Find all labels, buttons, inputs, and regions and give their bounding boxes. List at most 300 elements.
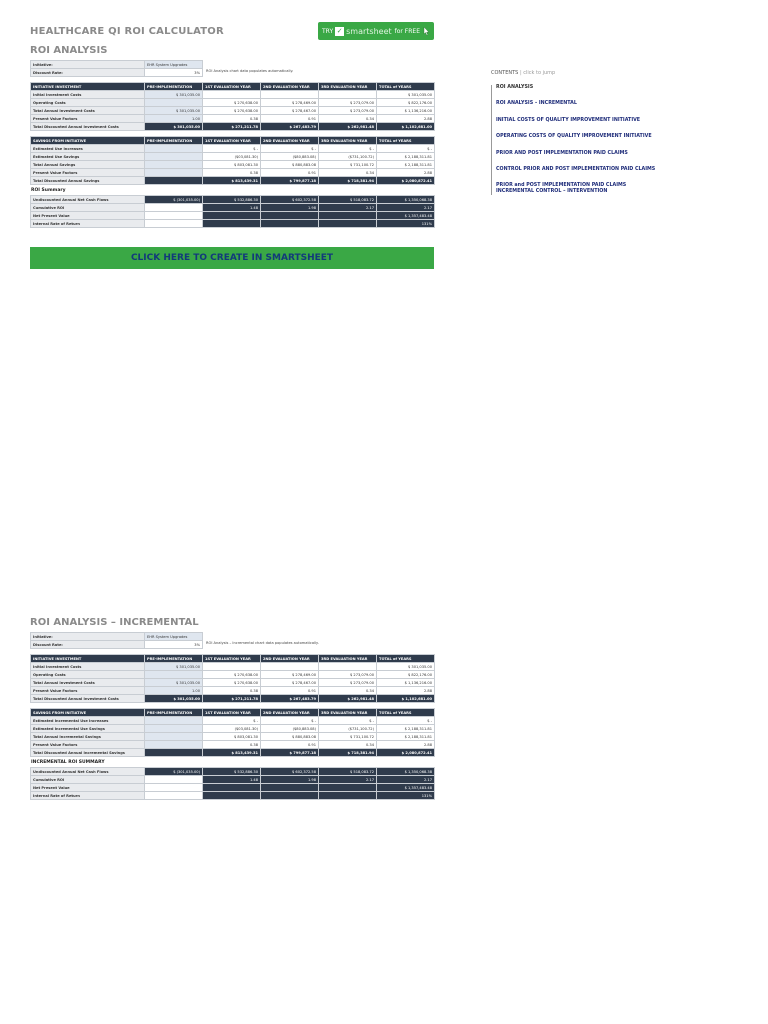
cell-value: $ -: [311, 146, 316, 151]
column-header: PRE-IMPLEMENTATION: [145, 137, 203, 145]
toc-link-roi-analysis[interactable]: ROI ANALYSIS: [496, 85, 534, 90]
value-cell: [203, 145, 261, 153]
cell-value: $ 2,080,872.41: [401, 750, 432, 755]
value-cell: [203, 115, 261, 123]
value-cell: [203, 784, 261, 792]
value-cell: [319, 717, 377, 725]
cell-value: $ 518,083.72: [349, 769, 374, 774]
create-in-smartsheet-button[interactable]: CLICK HERE TO CREATE IN SMARTSHEET: [30, 247, 434, 269]
value-cell: [319, 161, 377, 169]
cell-value: 2.88: [423, 170, 432, 175]
cell-value: ($80,883.08): [292, 726, 316, 731]
value-cell: [203, 196, 261, 204]
settings-table: [30, 632, 203, 649]
value-cell: [377, 204, 435, 212]
value-cell: [377, 177, 435, 185]
cell-value: 1.00: [191, 116, 200, 121]
row-label: Estimated Use Savings: [31, 153, 145, 161]
value-cell: [203, 212, 261, 220]
value-cell: [319, 115, 377, 123]
value-cell: [203, 717, 261, 725]
value-cell: [145, 695, 203, 703]
toc-title: CONTENTS: [491, 70, 519, 76]
column-header: SAVINGS FROM INITIATIVE: [31, 137, 145, 145]
cell-value: $ 278,467.00: [291, 108, 316, 113]
cell-value: $ 273,079.00: [349, 100, 374, 105]
table-total-row: [31, 749, 435, 757]
cell-value: 131%: [421, 793, 432, 798]
value-cell: [145, 717, 203, 725]
cell-value: $ 532,886.30: [233, 197, 258, 202]
row-label: Net Present Value: [31, 212, 145, 220]
cell-value: 0.38: [249, 688, 258, 693]
cell-value: $ 2,188,311.81: [404, 726, 432, 731]
section-title-roi-analysis: ROI ANALYSIS: [30, 45, 108, 56]
toc-heading: [491, 70, 731, 76]
table-row: [31, 784, 435, 792]
value-cell: [261, 91, 319, 99]
cell-value: ($731,100.72): [348, 726, 374, 731]
summary-table: [30, 767, 435, 800]
value-cell: [377, 663, 435, 671]
value-cell: [377, 212, 435, 220]
value-cell: [261, 99, 319, 107]
cell-value: $ 2,080,872.41: [401, 178, 432, 183]
row-label: Present Value Factors: [31, 115, 145, 123]
value-cell: [377, 671, 435, 679]
value-cell: [377, 695, 435, 703]
try-smartsheet-banner[interactable]: [318, 22, 434, 40]
value-cell: [377, 107, 435, 115]
table-row: [31, 717, 435, 725]
value-cell: [203, 741, 261, 749]
column-header: 1ST EVALUATION YEAR: [203, 137, 261, 145]
row-label: Net Present Value: [31, 784, 145, 792]
value-cell: [377, 145, 435, 153]
investment-table: [30, 654, 435, 703]
value-cell: [261, 776, 319, 784]
column-header: 1ST EVALUATION YEAR: [203, 655, 261, 663]
row-label: Undiscounted Annual Net Cash Flows: [31, 768, 145, 776]
column-header: 1ST EVALUATION YEAR: [203, 709, 261, 717]
cell-value: 0.38: [249, 116, 258, 121]
cell-value: 0.34: [365, 688, 374, 693]
value-cell: [377, 91, 435, 99]
cell-value: $ 1,350,068.38: [404, 197, 432, 202]
cell-value: $ -: [427, 718, 432, 723]
cell-value: 0.91: [307, 170, 316, 175]
cell-value: $ 301,035.00: [175, 92, 200, 97]
row-label: Total Discounted Annual Incremental Savings: [31, 749, 145, 757]
value-cell: [261, 663, 319, 671]
value-cell: [145, 107, 203, 115]
cell-value: 0.91: [307, 116, 316, 121]
cell-value: 2.17: [365, 205, 374, 210]
cell-value: $ 271,211.78: [231, 696, 258, 701]
cell-value: $ 532,886.30: [233, 769, 258, 774]
value-cell: [261, 204, 319, 212]
value-cell: [261, 212, 319, 220]
value-cell: [145, 177, 203, 185]
cell-value: $ -: [427, 146, 432, 151]
column-header: 2ND EVALUATION YEAR: [261, 83, 319, 91]
value-cell: [319, 91, 377, 99]
row-label: Total Annual Incremental Savings: [31, 733, 145, 741]
row-label: Total Discounted Annual Investment Costs: [31, 695, 145, 703]
row-label: Total Discounted Annual Savings: [31, 177, 145, 185]
value-cell: [319, 671, 377, 679]
value-cell: [319, 733, 377, 741]
value-cell: [319, 679, 377, 687]
table-row: [31, 663, 435, 671]
cell-value: $ 799,877.18: [289, 750, 316, 755]
initiative-input[interactable]: EHR System Upgrades: [145, 633, 203, 641]
toc-link-roi-incremental[interactable]: ROI ANALYSIS – INCREMENTAL: [496, 101, 577, 107]
cell-value: $ 718,381.94: [347, 178, 374, 183]
value-cell: [319, 169, 377, 177]
table-row: [31, 792, 435, 800]
cell-value: 2.88: [423, 688, 432, 693]
value-cell: [203, 695, 261, 703]
value-cell: [261, 749, 319, 757]
cell-value: $ 278,467.00: [291, 680, 316, 685]
table-row: [31, 741, 435, 749]
cell-value: $ 301,035.00: [407, 664, 432, 669]
cell-value: $ 1,357,483.48: [404, 785, 432, 790]
discount-rate-label: Discount Rate:: [31, 69, 145, 77]
cell-value: $ 301,035.00: [407, 92, 432, 97]
value-cell: [145, 212, 203, 220]
cell-value: $ 731,100.72: [349, 162, 374, 167]
table-total-row: [31, 177, 435, 185]
summary-title: INCREMENTAL ROI SUMMARY: [31, 760, 105, 765]
cell-value: $ 602,372.58: [291, 769, 316, 774]
value-cell: [319, 768, 377, 776]
row-label: Present Value Factors: [31, 169, 145, 177]
value-cell: [203, 671, 261, 679]
table-row: [31, 153, 435, 161]
table-row: [31, 212, 435, 220]
row-label: Total Annual Investment Costs: [31, 679, 145, 687]
value-cell: [261, 792, 319, 800]
column-header: INITIATIVE INVESTMENT: [31, 83, 145, 91]
value-cell: [319, 153, 377, 161]
value-cell: [377, 687, 435, 695]
cell-value: 2.17: [423, 777, 432, 782]
cell-value: $ 822,176.00: [407, 100, 432, 105]
value-cell: [145, 741, 203, 749]
cell-value: 2.88: [423, 742, 432, 747]
settings-row: [30, 632, 434, 649]
row-label: Total Annual Savings: [31, 161, 145, 169]
row-label: Estimated Incremental Use Increases: [31, 717, 145, 725]
value-cell: [203, 91, 261, 99]
column-header: SAVINGS FROM INITIATIVE: [31, 709, 145, 717]
table-row: [31, 671, 435, 679]
value-cell: [319, 725, 377, 733]
value-cell: [377, 679, 435, 687]
value-cell: [261, 169, 319, 177]
cell-value: $ 301,035.00: [173, 696, 200, 701]
column-header: TOTAL of YEARS: [377, 709, 435, 717]
value-cell: [377, 741, 435, 749]
savings-table: [30, 708, 435, 757]
value-cell: [319, 107, 377, 115]
table-row: [31, 91, 435, 99]
cell-value: $ 271,211.78: [231, 124, 258, 129]
value-cell: [377, 169, 435, 177]
value-cell: [319, 741, 377, 749]
value-cell: [319, 123, 377, 131]
value-cell: [377, 153, 435, 161]
value-cell: [319, 784, 377, 792]
initiative-label: Initiative:: [31, 61, 145, 69]
cell-value: $ 1,136,216.00: [404, 680, 432, 685]
cell-value: 0.34: [365, 170, 374, 175]
value-cell: [377, 733, 435, 741]
value-cell: [319, 695, 377, 703]
table-row: [31, 725, 435, 733]
auto-populate-note: ROI Analysis chart data populates automatically.: [206, 69, 294, 73]
table-row: [31, 220, 435, 228]
value-cell: [203, 733, 261, 741]
value-cell: [203, 749, 261, 757]
cell-value: $ -: [311, 718, 316, 723]
value-cell: [203, 768, 261, 776]
cell-value: $ 880,883.08: [291, 162, 316, 167]
cell-value: $ 1,102,681.00: [401, 124, 432, 129]
cell-value: ($731,100.72): [348, 154, 374, 159]
table-header-row: [31, 83, 435, 91]
cell-value: $ 301,035.00: [175, 680, 200, 685]
toc-link-control-paid-claims[interactable]: CONTROL PRIOR AND POST IMPLEMENTATION PAID CLAIMS: [496, 166, 656, 172]
value-cell: [203, 123, 261, 131]
value-cell: [145, 169, 203, 177]
cell-value: 2.17: [423, 205, 432, 210]
value-cell: [203, 153, 261, 161]
value-cell: [203, 177, 261, 185]
cell-value: $ 803,081.30: [233, 162, 258, 167]
initiative-input[interactable]: EHR System Upgrades: [145, 61, 203, 69]
free-label: for FREE: [394, 27, 420, 35]
cell-value: 0.34: [365, 742, 374, 747]
value-cell: [377, 123, 435, 131]
value-cell: [261, 717, 319, 725]
value-cell: [203, 679, 261, 687]
value-cell: [319, 204, 377, 212]
discount-rate-label: Discount Rate:: [31, 641, 145, 649]
table-total-row: [31, 123, 435, 131]
cell-value: $ 2,188,311.81: [404, 154, 432, 159]
cell-value: $ 799,877.18: [289, 178, 316, 183]
column-header: 3RD EVALUATION YEAR: [319, 709, 377, 717]
cell-value: $ 273,079.00: [349, 108, 374, 113]
row-label: Operating Costs: [31, 671, 145, 679]
pointer-cursor-icon: [423, 27, 430, 36]
value-cell: [261, 768, 319, 776]
cell-value: $ 1,350,068.38: [404, 769, 432, 774]
table-row: [31, 204, 435, 212]
value-cell: [145, 220, 203, 228]
value-cell: [261, 177, 319, 185]
row-label: Total Annual Investment Costs: [31, 107, 145, 115]
column-header: INITIATIVE INVESTMENT: [31, 655, 145, 663]
value-cell: [377, 725, 435, 733]
cell-value: $ 262,981.48: [347, 124, 374, 129]
cell-value: 1.48: [249, 205, 258, 210]
table-header-row: [31, 709, 435, 717]
value-cell: [145, 792, 203, 800]
value-cell: [145, 115, 203, 123]
row-label: Operating Costs: [31, 99, 145, 107]
cell-value: $ -: [253, 718, 258, 723]
value-cell: [203, 792, 261, 800]
row-label: Initial Investment Costs: [31, 663, 145, 671]
cell-value: $ 267,483.79: [289, 124, 316, 129]
table-row: [31, 145, 435, 153]
value-cell: [145, 145, 203, 153]
checkmark-icon: ✓: [336, 26, 343, 35]
table-row: [31, 196, 435, 204]
column-header: TOTAL of YEARS: [377, 83, 435, 91]
cell-value: $ 1,357,483.48: [404, 213, 432, 218]
value-cell: [377, 784, 435, 792]
table-of-contents: [491, 70, 731, 195]
toc-link-paid-claims[interactable]: PRIOR AND POST IMPLEMENTATION PAID CLAIMS: [496, 150, 628, 156]
table-row: [31, 169, 435, 177]
value-cell: [377, 776, 435, 784]
cell-value: $ 602,372.58: [291, 197, 316, 202]
value-cell: [145, 776, 203, 784]
value-cell: [203, 169, 261, 177]
cell-value: $ 278,469.00: [291, 672, 316, 677]
value-cell: [261, 741, 319, 749]
value-cell: [145, 123, 203, 131]
discount-rate-input[interactable]: 3%: [145, 641, 203, 649]
value-cell: [377, 717, 435, 725]
table-row: [31, 776, 435, 784]
table-row: [31, 687, 435, 695]
table-row: [31, 99, 435, 107]
cell-value: $ 822,176.00: [407, 672, 432, 677]
toc-subtitle: | click to jump: [519, 70, 556, 76]
value-cell: [261, 161, 319, 169]
toc-link-initial-costs[interactable]: INITIAL COSTS OF QUALITY IMPROVEMENT INITIATIVE: [496, 117, 641, 123]
cell-value: $ -: [369, 718, 374, 723]
value-cell: [319, 687, 377, 695]
value-cell: [145, 749, 203, 757]
value-cell: [203, 663, 261, 671]
row-label: Internal Rate of Return: [31, 220, 145, 228]
value-cell: [319, 776, 377, 784]
value-cell: [319, 792, 377, 800]
cell-value: 0.38: [249, 742, 258, 747]
value-cell: [261, 725, 319, 733]
value-cell: [145, 671, 203, 679]
cell-value: $ 270,638.00: [233, 108, 258, 113]
value-cell: [261, 123, 319, 131]
value-cell: [145, 153, 203, 161]
value-cell: [261, 145, 319, 153]
value-cell: [145, 196, 203, 204]
cell-value: $ 262,981.48: [347, 696, 374, 701]
toc-link-operating-costs[interactable]: OPERATING COSTS OF QUALITY IMPROVEMENT INITIATIVE: [496, 134, 652, 140]
investment-table: [30, 82, 435, 131]
table-row: [31, 679, 435, 687]
auto-populate-note: ROI Analysis – Incremental chart data populates automatically.: [206, 641, 319, 645]
cell-value: $ 1,136,216.00: [404, 108, 432, 113]
value-cell: [203, 776, 261, 784]
value-cell: [319, 99, 377, 107]
table-header-row: [31, 137, 435, 145]
column-header: 3RD EVALUATION YEAR: [319, 83, 377, 91]
cell-value: 1.98: [307, 205, 316, 210]
summary-table: [30, 195, 435, 228]
cell-value: $ 273,079.00: [349, 672, 374, 677]
cell-value: $ 270,638.00: [233, 680, 258, 685]
column-header: TOTAL of YEARS: [377, 137, 435, 145]
cell-value: 0.91: [307, 742, 316, 747]
page-title: HEALTHCARE QI ROI CALCULATOR: [30, 26, 224, 37]
cell-value: 131%: [421, 221, 432, 226]
column-header: TOTAL of YEARS: [377, 655, 435, 663]
toc-link-incremental-control[interactable]: INCREMENTAL CONTROL – INTERVENTION: [496, 189, 608, 195]
value-cell: [261, 679, 319, 687]
column-header: PRE-IMPLEMENTATION: [145, 655, 203, 663]
value-cell: [319, 177, 377, 185]
table-row: [31, 161, 435, 169]
cell-value: $ 813,439.31: [231, 750, 258, 755]
value-cell: [145, 784, 203, 792]
cell-value: $ 2,188,311.81: [404, 734, 432, 739]
cell-value: $ 301,035.00: [175, 664, 200, 669]
value-cell: [261, 687, 319, 695]
value-cell: [203, 725, 261, 733]
cell-value: $ 278,469.00: [291, 100, 316, 105]
row-label: Cumulative ROI: [31, 204, 145, 212]
value-cell: [377, 115, 435, 123]
cell-value: $ -: [253, 146, 258, 151]
discount-rate-input[interactable]: 3%: [145, 69, 203, 77]
value-cell: [203, 687, 261, 695]
value-cell: [319, 749, 377, 757]
row-label: Initial Investment Costs: [31, 91, 145, 99]
value-cell: [203, 204, 261, 212]
settings-row: [30, 60, 434, 77]
table-row: [31, 115, 435, 123]
row-label: Present Value Factors: [31, 741, 145, 749]
cell-value: $ 301,035.00: [175, 108, 200, 113]
value-cell: [145, 161, 203, 169]
cell-value: $ -: [369, 146, 374, 151]
toc-link-prior-post-claims[interactable]: [496, 183, 731, 195]
value-cell: [203, 220, 261, 228]
roi-incremental-section: [30, 632, 434, 800]
value-cell: [377, 768, 435, 776]
table-total-row: [31, 695, 435, 703]
value-cell: [261, 153, 319, 161]
cell-value: $ 1,102,681.00: [401, 696, 432, 701]
table-row: [31, 733, 435, 741]
cell-value: 1.00: [191, 688, 200, 693]
value-cell: [377, 792, 435, 800]
try-label: TRY: [322, 27, 334, 35]
column-header: 2ND EVALUATION YEAR: [261, 709, 319, 717]
cell-value: $ 718,381.94: [347, 750, 374, 755]
row-label: Present Value Factors: [31, 687, 145, 695]
value-cell: [377, 749, 435, 757]
section-title-roi-incremental: ROI ANALYSIS – INCREMENTAL: [30, 617, 199, 628]
